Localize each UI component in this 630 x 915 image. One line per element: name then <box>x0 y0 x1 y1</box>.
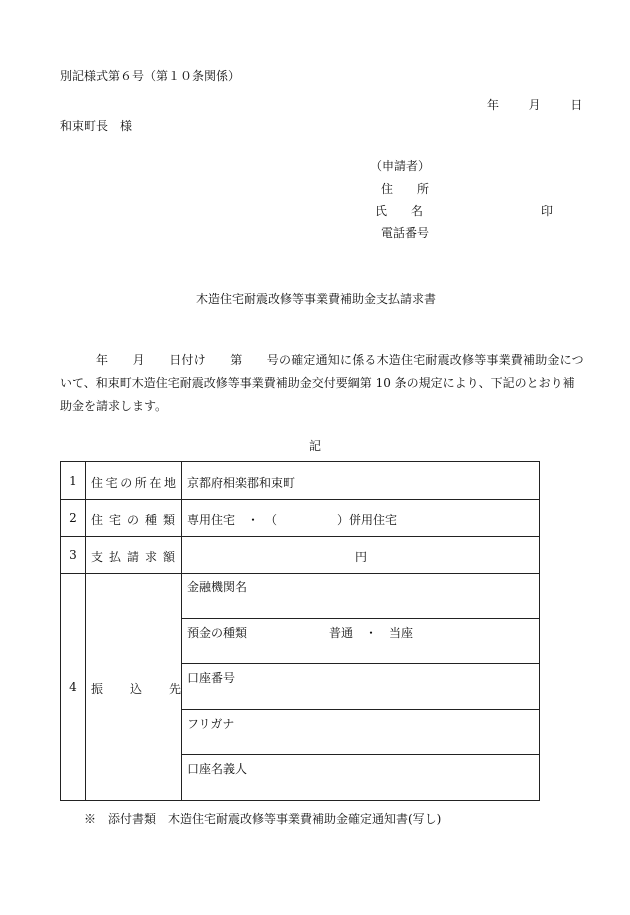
seal-mark: 印 <box>541 204 554 218</box>
row-label-amount: 支払請求額 <box>91 550 182 564</box>
table-row-line <box>61 499 539 500</box>
document-title: 木造住宅耐震改修等事業費補助金支払請求書 <box>196 292 437 306</box>
addressee: 和束町長 様 <box>60 119 133 133</box>
row-label-house-type: 住宅の種類 <box>91 513 182 527</box>
row-number: 4 <box>69 680 77 694</box>
table-subrow-line <box>181 618 539 619</box>
date-day-label: 日 <box>570 98 583 112</box>
row-value-house-type: 専用住宅 ・ （ ）併用住宅 <box>187 513 398 527</box>
applicant-phone-label: 電話番号 <box>381 226 430 240</box>
applicant-name-label: 氏 名 <box>375 204 424 218</box>
sub-label-account-holder: 口座名義人 <box>187 762 248 776</box>
attachment-note: ※ 添付書類 木造住宅耐震改修等事業費補助金確定通知書(写し) <box>84 812 442 826</box>
table-divider-num <box>85 462 86 800</box>
body-line-3: 助金を請求します。 <box>60 399 168 413</box>
form-number: 別記様式第６号（第１０条関係） <box>60 69 241 83</box>
row-number: 3 <box>69 548 77 562</box>
table-divider-label <box>181 462 182 800</box>
sub-label-account-number: 口座番号 <box>187 671 236 685</box>
row-value-location: 京都府相楽郡和束町 <box>187 476 296 490</box>
sub-label-bank-name: 金融機関名 <box>187 580 248 594</box>
applicant-heading: （申請者） <box>370 159 431 173</box>
table-row-line <box>61 536 539 537</box>
row-number: 1 <box>69 474 77 488</box>
sub-value-deposit-type: 普通 ・ 当座 <box>329 626 414 640</box>
row-value-yen: 円 <box>355 550 368 564</box>
date-month-label: 月 <box>528 98 541 112</box>
sub-label-deposit-type: 預金の種類 <box>187 626 248 640</box>
body-line-1: 年 月 日付け 第 号の確定通知に係る木造住宅耐震改修等事業費補助金につ <box>96 353 584 367</box>
ki-heading: 記 <box>309 439 322 453</box>
table-subrow-line <box>181 709 539 710</box>
date-line <box>487 96 582 113</box>
table-subrow-line <box>181 663 539 664</box>
sub-label-furigana: フリガナ <box>187 717 235 731</box>
applicant-address-label: 住 所 <box>381 182 430 196</box>
table-subrow-line <box>181 754 539 755</box>
body-line-2: いて、和束町木造住宅耐震改修等事業費補助金交付要綱第 10 条の規定により、下記のとおり補 <box>60 376 575 390</box>
row-label-transfer: 振込先 <box>91 682 209 696</box>
details-table <box>60 461 540 801</box>
row-number: 2 <box>69 511 77 525</box>
row-label-location: 住宅の所在地 <box>91 476 179 490</box>
table-row-line <box>61 573 539 574</box>
date-year-label: 年 <box>487 98 500 112</box>
